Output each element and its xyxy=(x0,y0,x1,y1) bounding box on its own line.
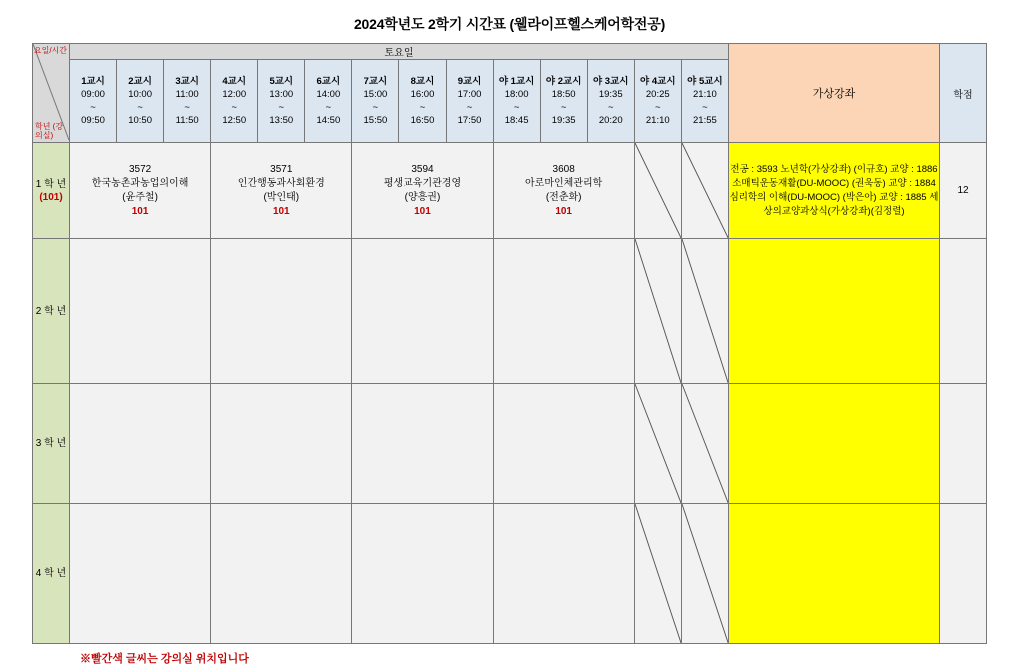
course-name: 인간행동과사회환경 xyxy=(237,177,325,189)
virtual-lecture-header: 가상강좌 xyxy=(729,44,940,143)
period-name: 1교시 xyxy=(81,76,105,87)
footer-note: ※빨간색 글씨는 강의실 위치입니다 xyxy=(80,653,249,665)
period-header-4 xyxy=(211,60,258,143)
credit-cell xyxy=(940,239,987,384)
course-entry xyxy=(70,163,210,219)
course-code: 3594 xyxy=(411,163,434,175)
class-block-empty[interactable] xyxy=(352,504,493,644)
course-room: 101 xyxy=(414,205,431,217)
period-name: 야 2교시 xyxy=(545,76,582,87)
corner-label-top: 요일/시간 xyxy=(33,46,67,55)
credit-header: 학점 xyxy=(940,44,987,143)
period-start: 18:00 xyxy=(504,89,529,100)
blocked-cell xyxy=(634,384,681,504)
period-tilde: ~ xyxy=(655,102,661,113)
virtual-lecture-cell[interactable] xyxy=(729,239,940,384)
class-block-empty[interactable] xyxy=(493,504,634,644)
course-code: 3572 xyxy=(128,163,152,175)
class-block-empty[interactable] xyxy=(211,239,352,384)
period-tilde: ~ xyxy=(325,102,332,113)
period-end: 18:45 xyxy=(504,115,529,126)
period-name: 6교시 xyxy=(316,76,341,87)
period-tilde: ~ xyxy=(184,102,190,113)
year-text: 1 학 년 xyxy=(35,178,67,190)
class-block-empty[interactable] xyxy=(352,239,493,384)
period-start: 19:35 xyxy=(598,89,623,100)
blocked-cell xyxy=(634,143,681,239)
period-header-2 xyxy=(117,60,164,143)
class-block-4[interactable] xyxy=(493,143,634,239)
period-name: 7교시 xyxy=(363,76,388,87)
period-name: 야 5교시 xyxy=(687,76,723,87)
period-name: 2교시 xyxy=(128,76,152,87)
period-header-1 xyxy=(70,60,117,143)
period-header-3 xyxy=(164,60,211,143)
period-start: 14:00 xyxy=(316,89,341,100)
period-tilde: ~ xyxy=(513,102,520,113)
period-start: 18:50 xyxy=(551,89,576,100)
period-start: 11:00 xyxy=(175,89,199,100)
course-name: 아로마인체관리학 xyxy=(525,177,603,189)
period-tilde: ~ xyxy=(231,102,237,113)
period-name: 야 1교시 xyxy=(498,76,535,87)
period-header-9 xyxy=(446,60,493,143)
period-header-night-4 xyxy=(634,60,681,143)
period-tilde: ~ xyxy=(278,102,285,113)
course-professor: (윤주철) xyxy=(122,191,158,203)
period-name: 9교시 xyxy=(457,76,482,87)
period-header-night-3 xyxy=(587,60,634,143)
course-code: 3608 xyxy=(552,163,575,175)
corner-header xyxy=(33,44,70,143)
class-block-empty[interactable] xyxy=(70,504,211,644)
course-name: 평생교육기관경영 xyxy=(383,177,462,189)
period-end: 14:50 xyxy=(316,115,341,126)
class-block-3[interactable] xyxy=(352,143,493,239)
day-header: 토요일 xyxy=(70,44,729,60)
class-block-empty[interactable] xyxy=(211,504,352,644)
period-start: 15:00 xyxy=(363,89,388,100)
period-tilde: ~ xyxy=(702,102,708,113)
period-name: 야 4교시 xyxy=(640,76,676,87)
period-tilde: ~ xyxy=(466,102,473,113)
period-tilde: ~ xyxy=(372,102,379,113)
credit-cell xyxy=(940,384,987,504)
period-start: 17:00 xyxy=(457,89,482,100)
period-header-7 xyxy=(352,60,399,143)
period-header-night-5 xyxy=(681,60,728,143)
period-name: 8교시 xyxy=(410,76,435,87)
period-name: 3교시 xyxy=(175,76,199,87)
period-end: 17:50 xyxy=(457,115,482,126)
period-name: 5교시 xyxy=(269,76,294,87)
period-end: 10:50 xyxy=(128,115,152,126)
virtual-lecture-cell[interactable] xyxy=(729,384,940,504)
year-text: 4 학 년 xyxy=(35,568,67,579)
course-room: 101 xyxy=(272,205,290,217)
period-end: 15:50 xyxy=(363,115,388,126)
period-start: 10:00 xyxy=(128,89,152,100)
class-block-1[interactable] xyxy=(70,143,211,239)
header-row-day xyxy=(33,44,987,60)
course-professor: (박인태) xyxy=(263,191,300,203)
period-end: 09:50 xyxy=(81,115,105,126)
virtual-lecture-cell[interactable]: 전공 : 3593 노년학(가상강좌) (이규호) 교양 : 1886 소매틱운동재활(DU-MOOC) (권욱동) 교양 : 1884 심리학의 이해(DU-MOOC) (박은아) 교양 : 1885 세상의교양과상식(가상강좌)(김정렬) xyxy=(729,143,940,239)
period-start: 09:00 xyxy=(81,89,105,100)
period-end: 16:50 xyxy=(410,115,435,126)
year-label-2 xyxy=(33,239,70,384)
period-header-night-1 xyxy=(493,60,540,143)
period-header-8 xyxy=(399,60,446,143)
period-start: 20:25 xyxy=(645,89,670,100)
period-tilde: ~ xyxy=(607,102,614,113)
course-professor: (양흥권) xyxy=(404,191,441,203)
period-header-6 xyxy=(305,60,352,143)
period-tilde: ~ xyxy=(560,102,567,113)
class-block-2[interactable] xyxy=(211,143,352,239)
period-end: 11:50 xyxy=(175,115,199,126)
period-start: 12:00 xyxy=(222,89,247,100)
course-entry xyxy=(494,163,634,219)
period-start: 21:10 xyxy=(693,89,717,100)
class-block-empty[interactable] xyxy=(211,384,352,504)
blocked-cell xyxy=(681,239,728,384)
blocked-cell xyxy=(681,504,728,644)
table-row xyxy=(33,239,987,384)
course-code: 3571 xyxy=(270,163,293,175)
course-entry xyxy=(211,163,351,219)
class-block-empty[interactable] xyxy=(493,384,634,504)
course-room: 101 xyxy=(555,205,572,217)
course-room: 101 xyxy=(131,205,149,217)
period-tilde: ~ xyxy=(419,102,426,113)
table-row xyxy=(33,504,987,644)
page-title: 2024학년도 2학기 시간표 (웰라이프헬스케어학전공) xyxy=(353,16,666,32)
period-end: 21:10 xyxy=(645,115,670,126)
course-entry xyxy=(352,163,492,219)
period-start: 16:00 xyxy=(410,89,435,100)
year-room: (101) xyxy=(39,191,63,203)
credit-cell xyxy=(940,504,987,644)
table-row xyxy=(33,384,987,504)
year-text: 3 학 년 xyxy=(35,438,67,449)
course-professor: (전춘화) xyxy=(545,191,582,203)
virtual-lecture-cell[interactable] xyxy=(729,504,940,644)
period-start: 13:00 xyxy=(269,89,294,100)
class-block-empty[interactable] xyxy=(70,239,211,384)
blocked-cell xyxy=(634,239,681,384)
class-block-empty[interactable] xyxy=(70,384,211,504)
corner-label-bottom: 학년 (강의실) xyxy=(35,122,64,140)
period-end: 20:20 xyxy=(598,115,623,126)
course-name: 한국농촌과농업의이해 xyxy=(91,177,189,189)
period-end: 12:50 xyxy=(222,115,247,126)
blocked-cell xyxy=(634,504,681,644)
class-block-empty[interactable] xyxy=(493,239,634,384)
year-label-1 xyxy=(33,143,70,239)
year-text: 2 학 년 xyxy=(35,305,67,317)
year-label-3 xyxy=(33,384,70,504)
table-row xyxy=(33,143,987,239)
period-header-5 xyxy=(258,60,305,143)
period-name: 4교시 xyxy=(222,76,247,87)
credit-cell: 12 xyxy=(940,143,987,239)
period-name: 야 3교시 xyxy=(592,76,629,87)
period-end: 19:35 xyxy=(551,115,576,126)
blocked-cell xyxy=(681,143,728,239)
period-end: 13:50 xyxy=(269,115,294,126)
blocked-cell xyxy=(681,384,728,504)
period-header-night-2 xyxy=(540,60,587,143)
class-block-empty[interactable] xyxy=(352,384,493,504)
period-end: 21:55 xyxy=(693,115,717,126)
year-label-4 xyxy=(33,504,70,644)
period-tilde: ~ xyxy=(137,102,143,113)
period-tilde: ~ xyxy=(90,102,96,113)
timetable xyxy=(32,43,987,644)
